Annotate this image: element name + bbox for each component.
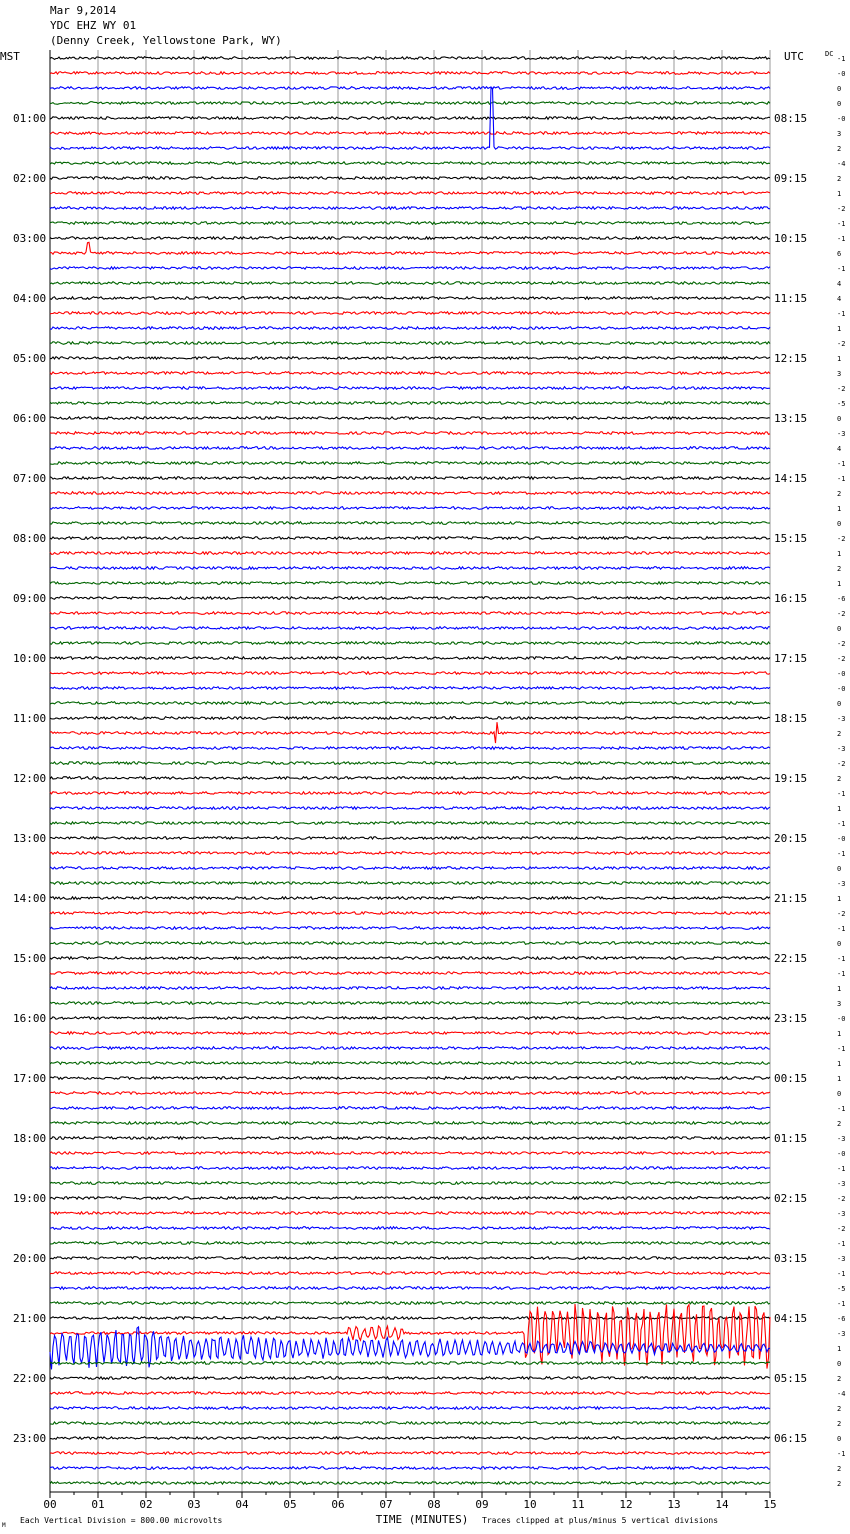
dc-offset-label: -1	[837, 475, 846, 483]
dc-offset-label: 0	[837, 520, 842, 528]
trace-line	[50, 282, 770, 285]
dc-offset-label: 1	[837, 325, 842, 333]
left-hour-label: 23:00	[13, 1432, 47, 1445]
trace-line	[50, 372, 770, 375]
dc-offset-label: 2	[837, 565, 842, 573]
trace-line	[50, 1377, 770, 1380]
right-hour-label: 15:15	[774, 532, 808, 545]
trace-line	[50, 852, 770, 855]
left-hour-label: 08:00	[13, 532, 47, 545]
dc-offset-label: -3	[837, 1255, 846, 1263]
trace-line	[50, 792, 770, 795]
dc-offset-label: 0	[837, 415, 842, 423]
trace-line	[50, 627, 770, 630]
dc-offset-label: 2	[837, 1120, 842, 1128]
station-code: YDC EHZ WY 01	[50, 19, 137, 32]
right-hour-label: 23:15	[774, 1012, 808, 1025]
trace-line	[50, 417, 770, 420]
right-hour-label: 04:15	[774, 1312, 808, 1325]
trace-line	[50, 1467, 770, 1470]
dc-offset-label: -2	[837, 640, 846, 648]
trace-line	[50, 522, 770, 525]
trace-line	[50, 1437, 770, 1440]
right-hour-label: 00:15	[774, 1072, 808, 1085]
dc-offset-label: 2	[837, 775, 842, 783]
dc-offset-label: -0	[837, 1015, 846, 1023]
right-hour-label: 20:15	[774, 832, 808, 845]
trace-line	[50, 897, 770, 900]
dc-offset-label: -3	[837, 745, 846, 753]
trace-line	[50, 867, 770, 870]
dc-offset-label: 2	[837, 730, 842, 738]
x-tick-label: 12	[619, 1498, 633, 1511]
right-hour-label: 02:15	[774, 1192, 808, 1205]
trace-line	[50, 162, 770, 165]
dc-offset-label: 1	[837, 1345, 842, 1353]
dc-offset-label: -6	[837, 1315, 846, 1323]
right-hour-label: 17:15	[774, 652, 808, 665]
trace-line	[50, 267, 770, 270]
trace-line	[50, 117, 770, 120]
trace-line	[50, 477, 770, 480]
dc-offset-label: 0	[837, 865, 842, 873]
dc-offset-label: 1	[837, 895, 842, 903]
dc-offset-label: 4	[837, 295, 842, 303]
dc-offset-label: -1	[837, 1450, 846, 1458]
dc-offset-label: -1	[837, 970, 846, 978]
dc-offset-label: 4	[837, 445, 842, 453]
trace-line	[50, 1152, 770, 1155]
trace-line	[50, 1002, 770, 1005]
dc-offset-label: 1	[837, 1030, 842, 1038]
trace-line	[50, 702, 770, 705]
trace-line	[50, 297, 770, 300]
trace-line	[50, 357, 770, 360]
right-hour-label: 10:15	[774, 232, 808, 245]
trace-line	[50, 1392, 770, 1395]
trace-line	[50, 912, 770, 915]
trace-line	[50, 1167, 770, 1170]
trace-line	[50, 432, 770, 435]
trace-line	[50, 717, 770, 720]
trace-line	[50, 207, 770, 210]
x-tick-label: 01	[91, 1498, 105, 1511]
trace-line	[50, 1257, 770, 1260]
x-tick-label: 06	[331, 1498, 345, 1511]
trace-line	[50, 402, 770, 405]
trace-line	[50, 927, 770, 930]
trace-line	[50, 987, 770, 990]
trace-line	[50, 1107, 770, 1110]
trace-line	[50, 582, 770, 585]
trace-line	[50, 72, 770, 75]
trace-line	[50, 1182, 770, 1185]
right-hour-label: 08:15	[774, 112, 808, 125]
trace-line	[50, 807, 770, 810]
dc-offset-label: -2	[837, 655, 846, 663]
trace-line	[50, 552, 770, 555]
dc-offset-label: 2	[837, 175, 842, 183]
left-hour-label: 03:00	[13, 232, 47, 245]
x-axis-title: TIME (MINUTES)	[375, 1513, 469, 1526]
trace-line	[50, 672, 770, 675]
dc-offset-label: 2	[837, 1420, 842, 1428]
trace-line	[50, 1077, 770, 1080]
trace-line	[50, 1302, 770, 1305]
trace-line	[50, 777, 770, 780]
x-tick-label: 10	[523, 1498, 537, 1511]
trace-line	[50, 597, 770, 600]
trace-line	[50, 1452, 770, 1455]
right-hour-label: 01:15	[774, 1132, 808, 1145]
dc-offset-label: 2	[837, 1465, 842, 1473]
left-hour-label: 09:00	[13, 592, 47, 605]
dc-offset-label: -1	[837, 1300, 846, 1308]
trace-line	[50, 1407, 770, 1410]
dc-offset-label: 0	[837, 100, 842, 108]
trace-line	[50, 657, 770, 660]
right-hour-label: 19:15	[774, 772, 808, 785]
left-timezone-label: MST	[0, 50, 20, 63]
dc-offset-label: -4	[837, 160, 846, 168]
dc-offset-label: -1	[837, 790, 846, 798]
x-tick-label: 00	[43, 1498, 57, 1511]
dc-offset-label: -0	[837, 1150, 846, 1158]
dc-offset-label: 0	[837, 940, 842, 948]
right-hour-label: 21:15	[774, 892, 808, 905]
trace-line	[50, 957, 770, 960]
x-tick-label: 05	[283, 1498, 297, 1511]
trace-line	[50, 1092, 770, 1095]
dc-offset-label: -1	[837, 820, 846, 828]
right-hour-label: 14:15	[774, 472, 808, 485]
dc-offset-label: 4	[837, 280, 842, 288]
dc-offset-label: -1	[837, 265, 846, 273]
dc-offset-label: 2	[837, 1375, 842, 1383]
trace-line	[50, 1482, 770, 1485]
minute-gridlines	[50, 50, 770, 1492]
right-hour-label: 18:15	[774, 712, 808, 725]
dc-offset-label: -2	[837, 910, 846, 918]
x-tick-label: 04	[235, 1498, 249, 1511]
left-hour-label: 15:00	[13, 952, 47, 965]
dc-offset-label: -1	[837, 1045, 846, 1053]
dc-offset-label: 0	[837, 85, 842, 93]
chart-date: Mar 9,2014	[50, 4, 117, 17]
left-hour-label: 22:00	[13, 1372, 47, 1385]
trace-line	[50, 192, 770, 195]
dc-offset-label: -4	[837, 1390, 846, 1398]
dc-offset-label: -2	[837, 1225, 846, 1233]
trace-line	[50, 882, 770, 885]
left-hour-label: 06:00	[13, 412, 47, 425]
right-hour-label: 06:15	[774, 1432, 808, 1445]
left-hour-label: 04:00	[13, 292, 47, 305]
x-tick-label: 15	[763, 1498, 777, 1511]
x-tick-label: 07	[379, 1498, 393, 1511]
dc-offset-label: 1	[837, 550, 842, 558]
left-hour-label: 21:00	[13, 1312, 47, 1325]
x-tick-label: 14	[715, 1498, 729, 1511]
station-location: (Denny Creek, Yellowstone Park, WY)	[50, 34, 282, 47]
trace-line	[50, 132, 770, 135]
trace-line	[50, 1227, 770, 1230]
left-hour-label: 05:00	[13, 352, 47, 365]
trace-line	[50, 567, 770, 570]
dc-offset-label: -1	[837, 1105, 846, 1113]
trace-line	[50, 1017, 770, 1020]
trace-line	[50, 837, 770, 840]
dc-offset-label: -2	[837, 760, 846, 768]
dc-offset-label: -0	[837, 670, 846, 678]
trace-line	[50, 462, 770, 465]
trace-line	[50, 102, 770, 105]
trace-line	[50, 1197, 770, 1200]
trace-line	[50, 722, 770, 743]
left-hour-label: 01:00	[13, 112, 47, 125]
dc-offset-label: -2	[837, 535, 846, 543]
dc-offset-label: 0	[837, 1435, 842, 1443]
dc-offset-label: 1	[837, 1060, 842, 1068]
scale-note: Each Vertical Division = 800.00 microvolts	[20, 1516, 223, 1525]
trace-line	[50, 537, 770, 540]
dc-offset-label: 1	[837, 190, 842, 198]
right-hour-label: 13:15	[774, 412, 808, 425]
right-hour-label: 11:15	[774, 292, 808, 305]
trace-line	[50, 387, 770, 390]
right-hour-label: 22:15	[774, 952, 808, 965]
x-tick-label: 08	[427, 1498, 441, 1511]
trace-line	[50, 57, 770, 60]
trace-line	[50, 1032, 770, 1035]
trace-line	[50, 507, 770, 510]
trace-line	[50, 1272, 770, 1275]
dc-offset-label: -2	[837, 610, 846, 618]
dc-offset-label: -5	[837, 1285, 846, 1293]
dc-offset-label: -1	[837, 925, 846, 933]
right-hour-label: 05:15	[774, 1372, 808, 1385]
trace-line	[50, 1212, 770, 1215]
dc-offset-label: 3	[837, 370, 842, 378]
trace-line	[50, 1122, 770, 1125]
dc-offset-label: -1	[837, 1270, 846, 1278]
dc-offset-label: -3	[837, 1135, 846, 1143]
dc-offset-label: 3	[837, 1000, 842, 1008]
trace-line	[50, 447, 770, 450]
dc-offset-label: -2	[837, 205, 846, 213]
dc-offset-label: -0	[837, 835, 846, 843]
dc-offset-label: -3	[837, 1180, 846, 1188]
left-hour-label: 19:00	[13, 1192, 47, 1205]
left-hour-label: 20:00	[13, 1252, 47, 1265]
dc-label: DC	[825, 50, 834, 58]
dc-offset-label: 3	[837, 130, 842, 138]
axis-labels	[2, 50, 845, 1529]
left-hour-label: 07:00	[13, 472, 47, 485]
dc-offset-label: -1	[837, 1240, 846, 1248]
trace-line	[50, 312, 770, 315]
trace-line	[50, 327, 770, 330]
dc-offset-label: -3	[837, 1330, 846, 1338]
x-tick-label: 02	[139, 1498, 153, 1511]
trace-line	[50, 492, 770, 495]
trace-line	[50, 87, 770, 90]
trace-line	[50, 822, 770, 825]
trace-line	[50, 177, 770, 180]
trace-line	[50, 612, 770, 615]
right-hour-label: 09:15	[774, 172, 808, 185]
corner-mark: M	[2, 1522, 6, 1529]
dc-offset-label: -0	[837, 115, 846, 123]
dc-offset-label: -1	[837, 955, 846, 963]
trace-line	[50, 1242, 770, 1245]
left-hour-label: 10:00	[13, 652, 47, 665]
dc-offset-label: 1	[837, 505, 842, 513]
dc-offset-label: 2	[837, 145, 842, 153]
trace-line	[50, 222, 770, 225]
dc-offset-label: -1	[837, 55, 846, 63]
dc-offset-label: 0	[837, 700, 842, 708]
clip-note: Traces clipped at plus/minus 5 vertical divisions	[482, 1516, 719, 1525]
trace-line	[50, 762, 770, 765]
dc-offset-label: -1	[837, 220, 846, 228]
dc-offset-label: 0	[837, 1360, 842, 1368]
x-tick-label: 13	[667, 1498, 681, 1511]
dc-offset-label: 2	[837, 1480, 842, 1488]
left-hour-label: 12:00	[13, 772, 47, 785]
seismic-traces	[50, 57, 770, 1485]
trace-line	[50, 1137, 770, 1140]
dc-offset-label: -1	[837, 460, 846, 468]
dc-offset-label: -2	[837, 385, 846, 393]
left-hour-label: 13:00	[13, 832, 47, 845]
left-hour-label: 11:00	[13, 712, 47, 725]
right-hour-label: 12:15	[774, 352, 808, 365]
dc-offset-label: 2	[837, 490, 842, 498]
dc-offset-label: -2	[837, 340, 846, 348]
dc-offset-label: -0	[837, 685, 846, 693]
dc-offset-label: -2	[837, 1195, 846, 1203]
trace-line	[50, 972, 770, 975]
left-hour-label: 17:00	[13, 1072, 47, 1085]
trace-line	[50, 1062, 770, 1065]
dc-offset-label: -3	[837, 715, 846, 723]
trace-line	[50, 1304, 770, 1369]
dc-offset-label: -3	[837, 880, 846, 888]
dc-offset-label: -1	[837, 310, 846, 318]
trace-line	[50, 642, 770, 645]
dc-offset-label: 1	[837, 1075, 842, 1083]
dc-offset-label: -1	[837, 1165, 846, 1173]
trace-line	[50, 342, 770, 345]
dc-offset-label: 6	[837, 250, 842, 258]
trace-line	[50, 242, 770, 254]
trace-line	[50, 1422, 770, 1425]
dc-offset-label: 1	[837, 805, 842, 813]
dc-offset-label: 2	[837, 1405, 842, 1413]
dc-offset-label: 1	[837, 985, 842, 993]
trace-line	[50, 747, 770, 750]
trace-line	[50, 1287, 770, 1290]
x-tick-label: 03	[187, 1498, 201, 1511]
dc-offset-label: 0	[837, 625, 842, 633]
trace-line	[50, 237, 770, 240]
dc-offset-label: -1	[837, 850, 846, 858]
trace-line	[50, 687, 770, 690]
dc-offset-label: -5	[837, 400, 846, 408]
dc-offset-label: 1	[837, 355, 842, 363]
trace-line	[50, 1047, 770, 1050]
dc-offset-label: -3	[837, 1210, 846, 1218]
dc-offset-label: -6	[837, 595, 846, 603]
x-tick-label: 09	[475, 1498, 489, 1511]
dc-offset-label: 1	[837, 580, 842, 588]
left-hour-label: 18:00	[13, 1132, 47, 1145]
dc-offset-label: 0	[837, 1090, 842, 1098]
trace-line	[50, 942, 770, 945]
right-hour-label: 03:15	[774, 1252, 808, 1265]
dc-offset-label: -3	[837, 430, 846, 438]
dc-offset-label: -0	[837, 70, 846, 78]
right-hour-label: 16:15	[774, 592, 808, 605]
left-hour-label: 14:00	[13, 892, 47, 905]
x-tick-label: 11	[571, 1498, 585, 1511]
dc-offset-label: -1	[837, 235, 846, 243]
right-timezone-label: UTC	[784, 50, 804, 63]
left-hour-label: 02:00	[13, 172, 47, 185]
left-hour-label: 16:00	[13, 1012, 47, 1025]
trace-line	[50, 1317, 770, 1320]
